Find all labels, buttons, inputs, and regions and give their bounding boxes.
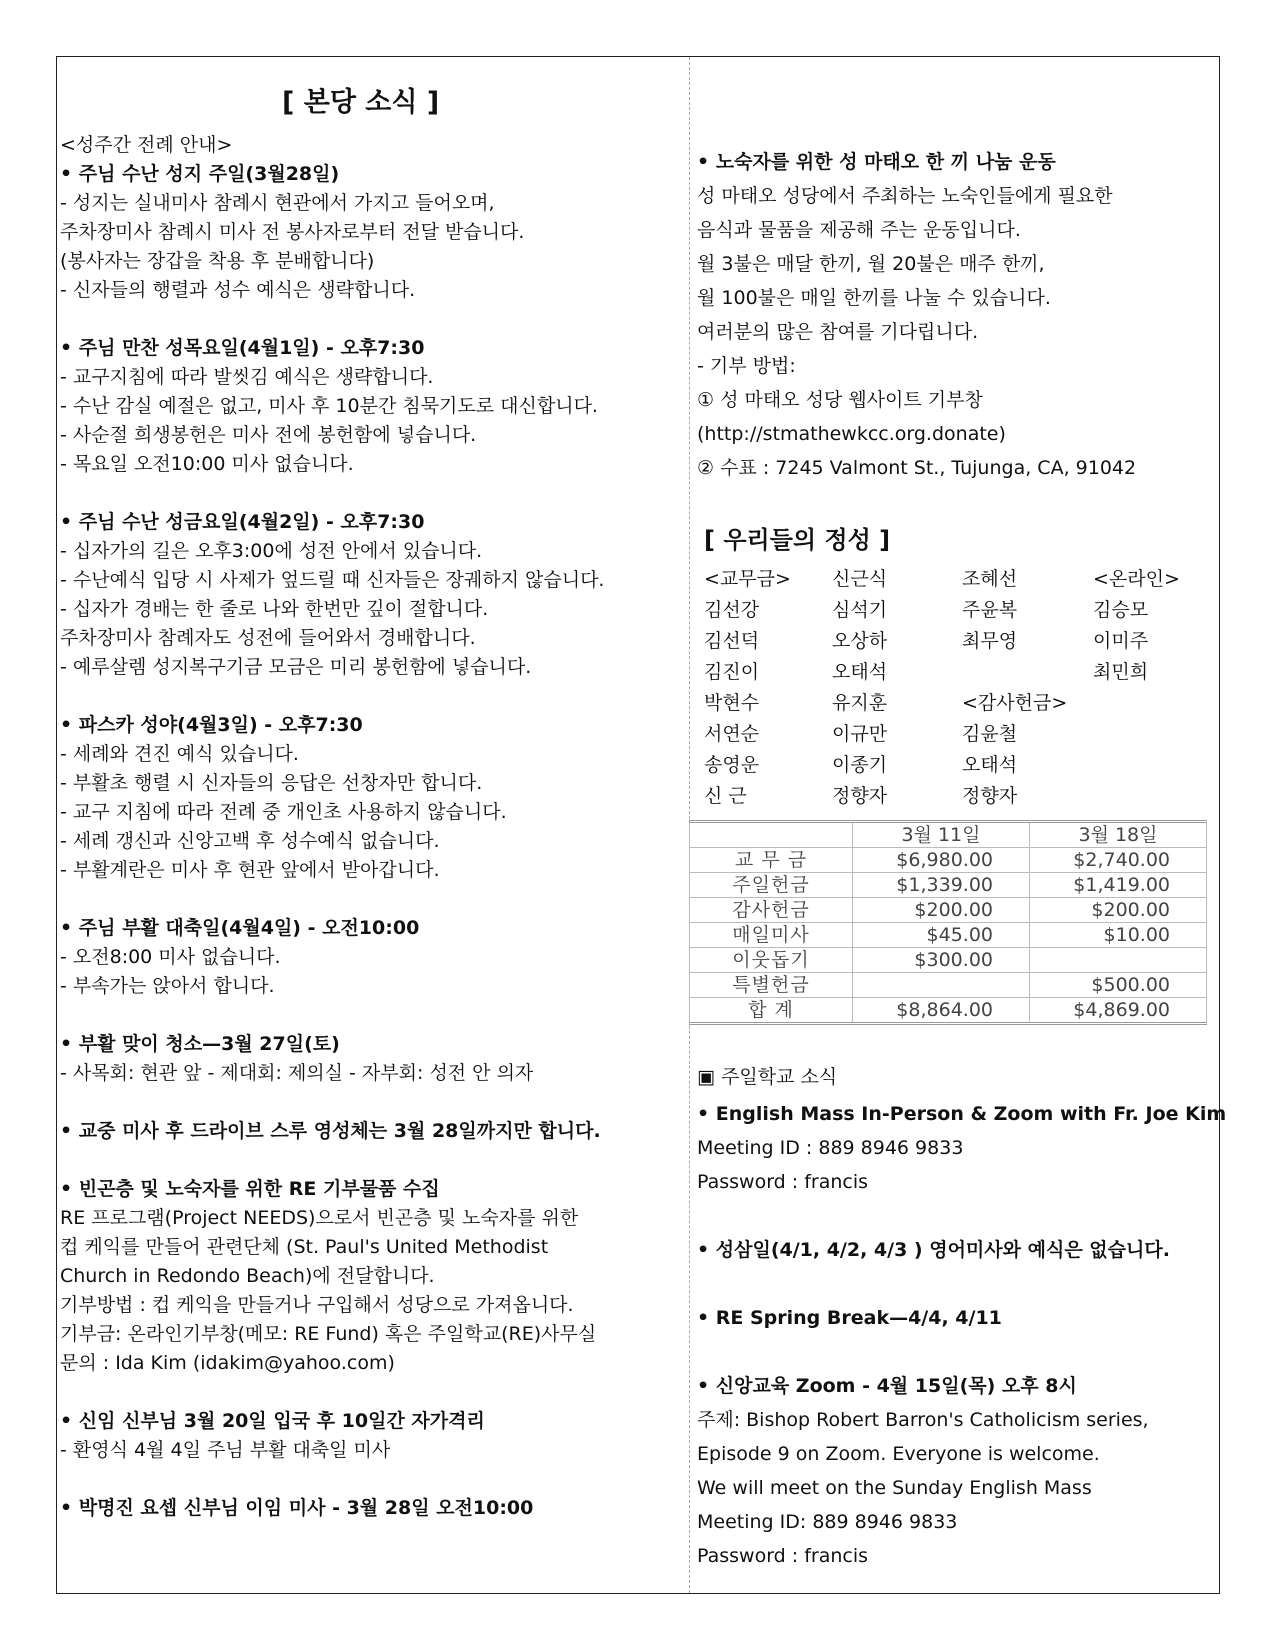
donor-name: 신 근 bbox=[704, 785, 747, 807]
table-row bbox=[690, 873, 1207, 898]
cell-value bbox=[853, 973, 1030, 998]
offerings-table bbox=[689, 820, 1207, 1025]
website-url: (http://stmathewkcc.org.donate) bbox=[697, 423, 1006, 445]
row-label: 교 무 금 bbox=[690, 848, 853, 873]
text-line: 여러분의 많은 참여를 기다립니다. bbox=[697, 321, 979, 343]
table-header: 3월 18일 bbox=[1030, 822, 1207, 848]
table-row bbox=[690, 973, 1207, 998]
row-label: 주일헌금 bbox=[690, 873, 853, 898]
cell-value: $300.00 bbox=[853, 948, 1030, 973]
cell-value: $1,339.00 bbox=[853, 873, 1030, 898]
text-line: 음식과 물품을 제공해 주는 운동입니다. bbox=[697, 219, 1021, 241]
meeting-id: Meeting ID : 889 8946 9833 bbox=[697, 1137, 964, 1159]
donor-name: 정향자 bbox=[832, 785, 888, 807]
text-line: - 기부 방법: bbox=[697, 355, 796, 377]
text-line: - 교구지침에 따라 발씻김 예식은 생략합니다. bbox=[60, 366, 434, 388]
donor-name: 송영운 bbox=[704, 754, 760, 776]
donor-name: 김진이 bbox=[704, 661, 760, 683]
text-line: 성 마태오 성당에서 주최하는 노숙인들에게 필요한 bbox=[697, 185, 1113, 207]
text-line: 주제: Bishop Robert Barron's Catholicism series, bbox=[697, 1409, 1149, 1431]
donor-name: 유지훈 bbox=[832, 692, 888, 714]
cell-value: $2,740.00 bbox=[1030, 848, 1207, 873]
text-line: - 교구 지침에 따라 전례 중 개인초 사용하지 않습니다. bbox=[60, 801, 507, 823]
text-line: ① 성 마태오 성당 웹사이트 기부창 bbox=[697, 389, 983, 411]
text-line: 컵 케익를 만들어 관련단체 (St. Paul's United Methodist bbox=[60, 1236, 549, 1258]
row-label: 합 계 bbox=[690, 998, 853, 1024]
table-row bbox=[690, 923, 1207, 948]
donor-name: 오태석 bbox=[962, 754, 1018, 776]
cleaning-heading: • 부활 맞이 청소—3월 27일(토) bbox=[60, 1033, 340, 1055]
triduum-notice: • 성삼일(4/1, 4/2, 4/3 ) 영어미사와 예식은 없습니다. bbox=[697, 1239, 1170, 1261]
row-label: 특별헌금 bbox=[690, 973, 853, 998]
donor-name: 이종기 bbox=[832, 754, 888, 776]
donor-name: <감사헌금> bbox=[962, 692, 1068, 714]
table-header bbox=[690, 822, 853, 848]
text-line: - 부속가는 앉아서 합니다. bbox=[60, 975, 275, 997]
text-line: Church in Redondo Beach)에 전달합니다. bbox=[60, 1265, 435, 1287]
check-address: ② 수표 : 7245 Valmont St., Tujunga, CA, 91042 bbox=[697, 457, 1137, 479]
donor-name: 최무영 bbox=[962, 630, 1018, 652]
cell-value: $200.00 bbox=[1030, 898, 1207, 923]
text-line: - 신자들의 행렬과 성수 예식은 생략합니다. bbox=[60, 279, 416, 301]
holy-thursday-heading: • 주님 만찬 성목요일(4월1일) - 오후7:30 bbox=[60, 337, 425, 359]
donor-name: 최민희 bbox=[1093, 661, 1149, 683]
table-row bbox=[690, 948, 1207, 973]
donor-column bbox=[832, 567, 887, 815]
text-line: 문의 : Ida Kim (idakim@yahoo.com) bbox=[60, 1352, 395, 1374]
spring-break-notice: • RE Spring Break—4/4, 4/11 bbox=[697, 1307, 1002, 1329]
text-line: Episode 9 on Zoom. Everyone is welcome. bbox=[697, 1443, 1100, 1465]
text-line: 주차장미사 참례자도 성전에 들어와서 경배합니다. bbox=[60, 627, 476, 649]
table-total-row bbox=[690, 998, 1207, 1024]
row-label: 매일미사 bbox=[690, 923, 853, 948]
donor-column bbox=[962, 567, 1067, 815]
donor-name: 이미주 bbox=[1093, 630, 1149, 652]
cell-value: $200.00 bbox=[853, 898, 1030, 923]
sunday-school-heading: ▣ 주일학교 소식 bbox=[697, 1066, 838, 1088]
donor-name: 정향자 bbox=[962, 785, 1018, 807]
donor-column bbox=[1093, 567, 1180, 691]
text-line: - 십자가 경배는 한 줄로 나와 한번만 깊이 절합니다. bbox=[60, 598, 489, 620]
farewell-mass-heading: • 박명진 요셉 신부님 이임 미사 - 3월 28일 오전10:00 bbox=[60, 1497, 534, 1519]
faith-education-heading: • 신앙교육 Zoom - 4월 15일(목) 오후 8시 bbox=[697, 1375, 1077, 1397]
text-line: - 십자가의 길은 오후3:00에 성전 안에서 있습니다. bbox=[60, 540, 483, 562]
text-line: - 성지는 실내미사 참례시 현관에서 가지고 들어오며, bbox=[60, 192, 495, 214]
meal-sharing-heading: • 노숙자를 위한 성 마태오 한 끼 나눔 운동 bbox=[697, 151, 1056, 173]
donor-column bbox=[704, 567, 791, 815]
cell-value bbox=[1030, 948, 1207, 973]
donor-name: 서연순 bbox=[704, 723, 760, 745]
text-line: RE 프로그램(Project NEEDS)으로서 빈곤층 및 노숙자를 위한 bbox=[60, 1207, 579, 1229]
text-line: - 사순절 희생봉헌은 미사 전에 봉헌함에 넣습니다. bbox=[60, 424, 477, 446]
parish-news-title: [ 본당 소식 ] bbox=[282, 87, 440, 118]
donor-name: 김승모 bbox=[1093, 599, 1149, 621]
text-line: - 부활초 행렬 시 신자들의 응답은 선창자만 합니다. bbox=[60, 772, 483, 794]
text-line: - 수난 감실 예절은 없고, 미사 후 10분간 침묵기도로 대신합니다. bbox=[60, 395, 598, 417]
password: Password : francis bbox=[697, 1545, 869, 1567]
text-line: 기부금: 온라인기부창(메모: RE Fund) 혹은 주일학교(RE)사무실 bbox=[60, 1323, 597, 1345]
english-mass-heading: • English Mass In-Person & Zoom with Fr. Joe Kim bbox=[697, 1103, 1227, 1125]
palm-sunday-heading: • 주님 수난 성지 주일(3월28일) bbox=[60, 163, 340, 185]
good-friday-heading: • 주님 수난 성금요일(4월2일) - 오후7:30 bbox=[60, 511, 425, 533]
cell-value: $6,980.00 bbox=[853, 848, 1030, 873]
donor-name: 이규만 bbox=[832, 723, 888, 745]
donor-name: 조혜선 bbox=[962, 568, 1018, 590]
donor-name: 김선덕 bbox=[704, 630, 760, 652]
cell-value: $4,869.00 bbox=[1030, 998, 1207, 1024]
new-priest-heading: • 신임 신부님 3월 20일 입국 후 10일간 자가격리 bbox=[60, 1410, 485, 1432]
password: Password : francis bbox=[697, 1171, 869, 1193]
text-line: 월 100불은 매일 한끼를 나눌 수 있습니다. bbox=[697, 287, 1051, 309]
donors-title: [ 우리들의 정성 ] bbox=[704, 526, 891, 554]
cell-value: $1,419.00 bbox=[1030, 873, 1207, 898]
text-line: 월 3불은 매달 한끼, 월 20불은 매주 한끼, bbox=[697, 253, 1045, 275]
donor-name: 오태석 bbox=[832, 661, 888, 683]
donor-name: 주윤복 bbox=[962, 599, 1018, 621]
text-line: - 오전8:00 미사 없습니다. bbox=[60, 946, 281, 968]
text-line: 주차장미사 참례시 미사 전 봉사자로부터 전달 받습니다. bbox=[60, 221, 525, 243]
holy-week-heading: <성주간 전례 안내> bbox=[60, 134, 233, 156]
donor-name bbox=[962, 660, 1067, 691]
meeting-id: Meeting ID: 889 8946 9833 bbox=[697, 1511, 958, 1533]
row-label: 이웃돕기 bbox=[690, 948, 853, 973]
text-line: (봉사자는 장갑을 착용 후 분배합니다) bbox=[60, 250, 375, 272]
donor-name: <온라인> bbox=[1093, 568, 1180, 590]
donor-name: 신근식 bbox=[832, 568, 888, 590]
table-row bbox=[690, 898, 1207, 923]
text-line: - 세례 갱신과 신앙고백 후 성수예식 없습니다. bbox=[60, 830, 440, 852]
cell-value: $10.00 bbox=[1030, 923, 1207, 948]
text-line: - 부활계란은 미사 후 현관 앞에서 받아갑니다. bbox=[60, 859, 440, 881]
drive-thru-notice: • 교중 미사 후 드라이브 스루 영성체는 3월 28일까지만 합니다. bbox=[60, 1120, 601, 1142]
donor-name: 김선강 bbox=[704, 599, 760, 621]
text-line: - 예루살렘 성지복구기금 모금은 미리 봉헌함에 넣습니다. bbox=[60, 656, 532, 678]
table-row bbox=[690, 848, 1207, 873]
text-line: - 목요일 오전10:00 미사 없습니다. bbox=[60, 453, 354, 475]
text-line: We will meet on the Sunday English Mass bbox=[697, 1477, 1092, 1499]
cell-value: $500.00 bbox=[1030, 973, 1207, 998]
text-line: - 환영식 4월 4일 주님 부활 대축일 미사 bbox=[60, 1439, 391, 1461]
donor-name: <교무금> bbox=[704, 568, 791, 590]
row-label: 감사헌금 bbox=[690, 898, 853, 923]
easter-sunday-heading: • 주님 부활 대축일(4월4일) - 오전10:00 bbox=[60, 917, 420, 939]
text-line: - 수난예식 입당 시 사제가 엎드릴 때 신자들은 장궤하지 않습니다. bbox=[60, 569, 605, 591]
table-header: 3월 11일 bbox=[853, 822, 1030, 848]
text-line: - 세례와 견진 예식 있습니다. bbox=[60, 743, 299, 765]
donor-name: 오상하 bbox=[832, 630, 888, 652]
donor-name: 박현수 bbox=[704, 692, 760, 714]
re-donation-heading: • 빈곤층 및 노숙자를 위한 RE 기부물품 수집 bbox=[60, 1178, 440, 1200]
table-header-row bbox=[690, 822, 1207, 848]
text-line: 기부방법 : 컵 케익을 만들거나 구입해서 성당으로 가져옵니다. bbox=[60, 1294, 574, 1316]
cell-value: $45.00 bbox=[853, 923, 1030, 948]
easter-vigil-heading: • 파스카 성야(4월3일) - 오후7:30 bbox=[60, 714, 363, 736]
text-line: - 사목회: 현관 앞 - 제대회: 제의실 - 자부회: 성전 안 의자 bbox=[60, 1062, 534, 1084]
cell-value: $8,864.00 bbox=[853, 998, 1030, 1024]
donor-name: 심석기 bbox=[832, 599, 888, 621]
donor-name: 김윤철 bbox=[962, 723, 1018, 745]
